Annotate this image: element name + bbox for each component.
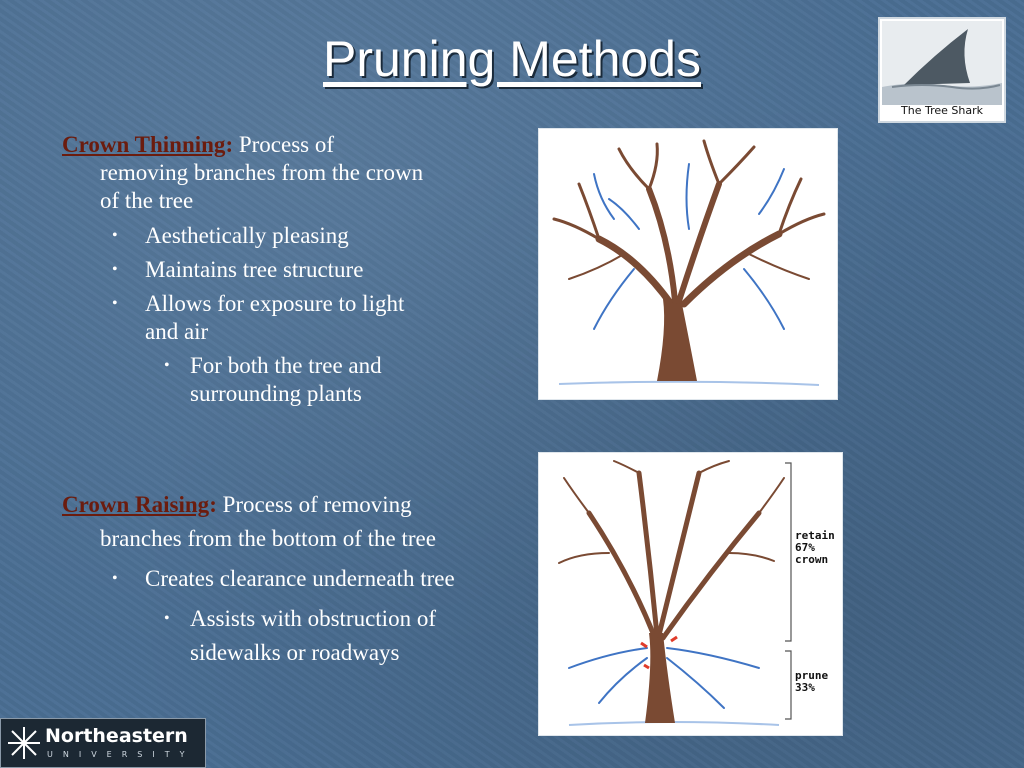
logo-caption: The Tree Shark [901,104,983,117]
sub-bullet-item: • Assists with obstruction of [164,606,436,631]
university-subtitle: UNIVERSITY [47,750,195,759]
sub-bullet-text: Assists with obstruction of [190,606,436,631]
university-seal-icon [6,725,42,761]
bullet-text: Aesthetically pleasing [145,223,349,248]
crown-thinning-desc-b: removing branches from the crown [100,160,424,185]
crown-raising-tree-illustration [538,452,843,736]
crown-thinning-heading-line [62,131,423,159]
retain-percent: 67% [795,541,815,554]
retain-label: retain [795,529,835,542]
crown-thinning-heading: Crown Thinning [62,132,226,157]
crown-thinning-desc-c: of the tree [100,188,194,213]
bullet-text: and air [145,319,209,344]
bullet-text: Maintains tree structure [145,257,364,282]
sub-bullet-text: sidewalks or roadways [190,640,400,665]
tree-icon [539,129,837,399]
sub-bullet-continuation [62,380,423,408]
heading-colon: : [225,132,234,157]
heading-colon: : [209,492,217,517]
tree-icon [539,453,842,735]
bullet-continuation [62,318,423,346]
sub-bullet-text: surrounding plants [190,381,362,406]
crown-thinning-section [62,131,423,408]
sub-bullet-item: • For both the tree and [164,353,382,378]
crown-raising-heading: Crown Raising [62,492,210,517]
crown-thinning-desc-a: Process of [238,132,335,157]
bullet-text: Creates clearance underneath tree [145,566,455,591]
crown-raising-section [62,488,455,670]
slide-title: Pruning Methods [322,31,701,87]
crown-raising-desc-b: branches from the bottom of the tree [100,526,436,551]
bullet-item: • Allows for exposure to light [112,291,405,316]
tree-shark-logo [878,17,1006,123]
crown-raising-heading-line [62,488,455,522]
prune-label: prune [795,669,829,682]
bullet-item: • Creates clearance underneath tree [112,566,455,591]
bullet-text: Allows for exposure to light [145,291,405,316]
bullet-item: • Maintains tree structure [112,257,364,282]
shark-fin-icon [882,21,1002,105]
crown-thinning-tree-illustration [538,128,838,400]
northeastern-university-logo [0,718,206,768]
sub-bullet-text: For both the tree and [190,353,382,378]
crown-label: crown [795,553,829,566]
sub-bullet-continuation [62,636,455,670]
crown-raising-desc-a: Process of removing [222,492,412,517]
bullet-item: • Aesthetically pleasing [112,223,349,248]
university-name: Northeastern [45,725,188,747]
prune-percent: 33% [795,681,815,694]
